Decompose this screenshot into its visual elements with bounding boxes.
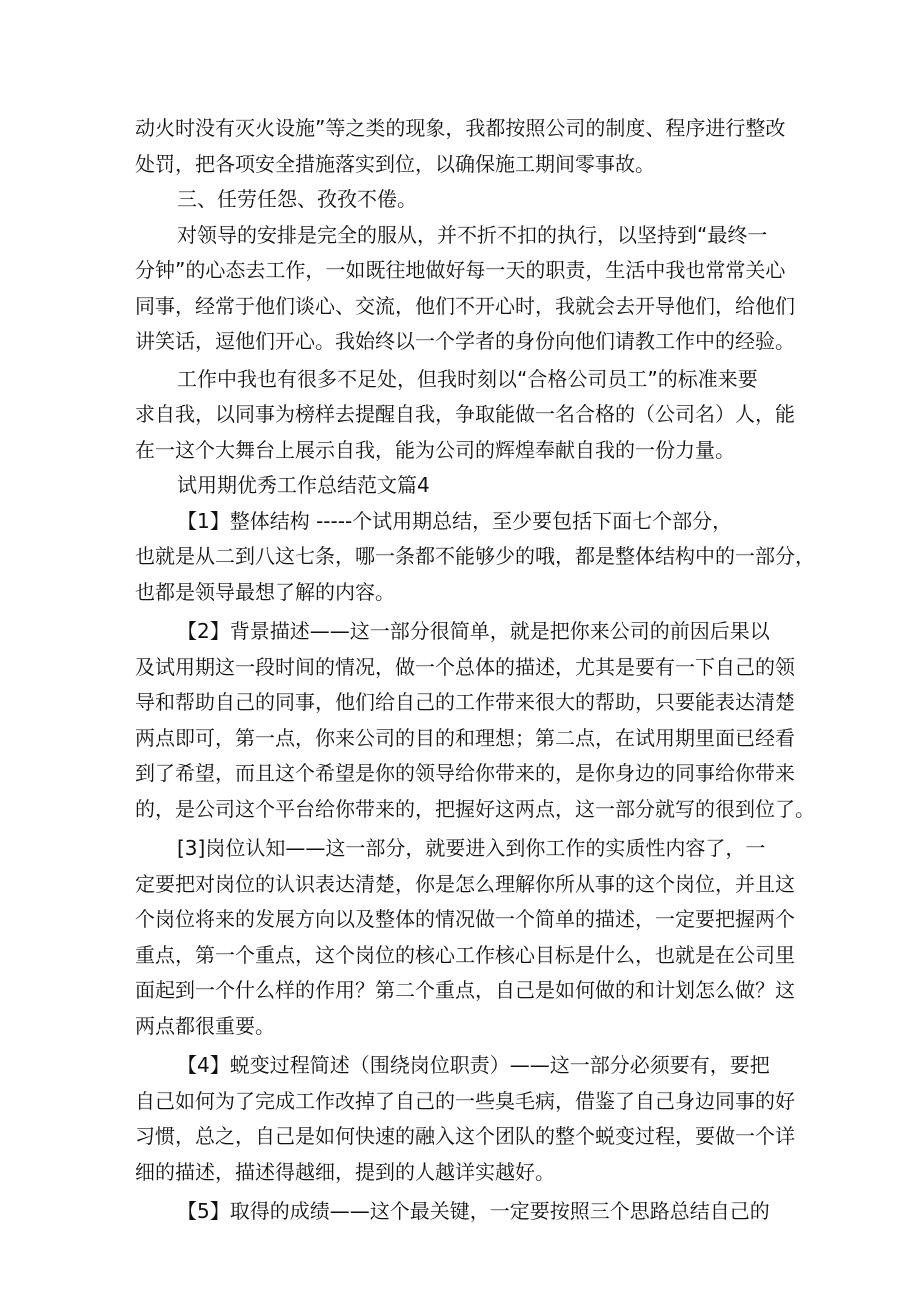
text-line: 面起到一个什么样的作用？第二个重点，自己是如何做的和计划怎么做？这 — [135, 978, 795, 1002]
paragraph-overall-structure — [135, 504, 815, 611]
text-line: 求自我，以同事为榜样去提醒自我，争取能做一名合格的（公司名）人，能 — [135, 402, 795, 426]
text-line: 定要把对岗位的认识表达清楚，你是怎么理解你所从事的这个岗位，并且这 — [135, 871, 795, 896]
text-line: 分钟”的心态去工作，一如既往地做好每一天的职责，生活中我也常常关心 — [135, 258, 786, 282]
text-line: 两点都很重要。 — [135, 1013, 275, 1038]
paragraph-obedience — [135, 218, 795, 360]
text-line: 【1】整体结构 -----个试用期总结，至少要包括下面七个部分， — [177, 508, 733, 533]
text-line: 也就是从二到八这七条，哪一条都不能够少的哦，都是整体结构中的一部分， — [135, 544, 815, 568]
text-line: 动火时没有灭火设施”等之类的现象，我都按照公司的制度、程序进行整改 — [135, 116, 786, 140]
paragraph-job-cognition — [135, 831, 795, 1044]
paragraph-achievements — [135, 1194, 795, 1230]
text-line: 同事，经常于他们谈心、交流，他们不开心时，我就会去开导他们，给他们 — [135, 293, 795, 318]
text-line: 处罚，把各项安全措施落实到位，以确保施工期间零事故。 — [135, 151, 655, 176]
text-line: [3]岗位认知——这一部分，就要进入到你工作的实质性内容了，一 — [177, 836, 766, 860]
text-line: 习惯，总之，自己是如何快速的融入这个团队的整个蜕变过程，要做一个详 — [135, 1124, 795, 1148]
text-line: 三、任劳任怨、孜孜不倦。 — [177, 187, 417, 211]
text-line: 自己如何为了完成工作改掉了自己的一些臭毛病，借鉴了自己身边同事的好 — [135, 1088, 795, 1113]
document-body — [135, 111, 815, 1230]
paragraph-safety-measures — [135, 111, 795, 182]
text-line: 及试用期这一段时间的情况，做一个总体的描述，尤其是要有一下自己的领 — [135, 654, 795, 679]
text-line: 对领导的安排是完全的服从，并不折不扣的执行，以坚持到“最终一 — [177, 222, 768, 247]
text-line: 【5】取得的成绩——这个最关键，一定要按照三个思路总结自己的 — [177, 1199, 770, 1223]
text-line: 【2】背景描述——这一部分很简单，就是把你来公司的前因后果以 — [177, 619, 770, 643]
text-line: 的，是公司这个平台给你带来的，把握好这两点，这一部分就写的很到位了。 — [135, 796, 815, 821]
text-line: 【4】蜕变过程简述（围绕岗位职责）——这一部分必须要有，要把 — [177, 1053, 770, 1077]
text-line: 工作中我也有很多不足处，但我时刻以“合格公司员工”的标准来要 — [177, 366, 758, 391]
text-line: 导和帮助自己的同事，他们给自己的工作带来很大的帮助，只要能表达清楚 — [135, 690, 795, 714]
text-line: 两点即可，第一点，你来公司的目的和理想；第二点，在试用期里面已经看 — [135, 725, 795, 750]
text-line: 也都是领导最想了解的内容。 — [135, 579, 395, 604]
text-line: 在一这个大舞台上展示自我，能为公司的辉煌奉献自我的一份力量。 — [135, 437, 735, 462]
paragraph-background — [135, 614, 815, 827]
paragraph-shortcomings — [135, 362, 795, 469]
text-line: 试用期优秀工作总结范文篇4 — [177, 473, 430, 497]
section-heading-3 — [135, 182, 795, 218]
text-line: 讲笑话，逗他们开心。我始终以一个学者的身份向他们请教工作中的经验。 — [135, 329, 795, 353]
paragraph-transformation — [135, 1048, 795, 1190]
text-line: 重点，第一个重点，这个岗位的核心工作核心目标是什么，也就是在公司里 — [135, 942, 795, 967]
text-line: 细的描述，描述得越细，提到的人越详实越好。 — [135, 1159, 555, 1184]
article-title — [135, 468, 795, 504]
text-line: 个岗位将来的发展方向以及整体的情况做一个简单的描述，一定要把握两个 — [135, 907, 795, 931]
text-line: 到了希望，而且这个希望是你的领导给你带来的，是你身边的同事给你带来 — [135, 761, 795, 785]
